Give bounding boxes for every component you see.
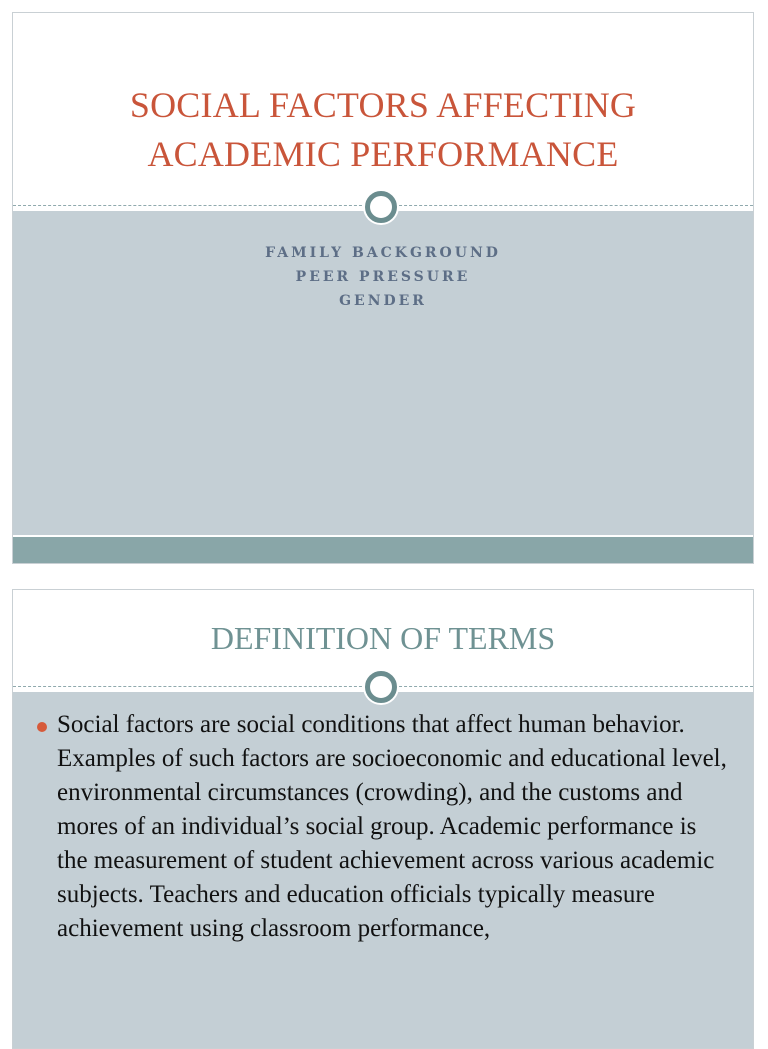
subtitle-item-family-background: FAMILY BACKGROUND	[265, 245, 501, 261]
slide-1-title-line-1: SOCIAL FACTORS AFFECTING	[129, 85, 637, 125]
slide-1-title-area	[13, 13, 753, 205]
slide-1-footer-band	[13, 537, 753, 563]
slide-2-title: DEFINITION OF TERMS	[210, 620, 556, 656]
ring-ornament-icon	[365, 191, 397, 223]
slide-1-subtitle-list	[13, 241, 753, 313]
slide-1-title-line-2: ACADEMIC PERFORMANCE	[147, 134, 619, 174]
subtitle-item-peer-pressure: PEER PRESSURE	[295, 269, 471, 285]
definition-bullet-text: Social factors are social conditions that affect human behavior. Examples of such factors are socioeconomic and educational level, environmental circumstances (crowding), and the customs and mores of an individual’s social group. Academic performance is the measurement of student achievement across various academic subjects. Teachers and education officials typically measure achievement using classroom performance,	[57, 711, 727, 942]
subtitle-item-gender: GENDER	[339, 293, 427, 309]
slide-1-body	[13, 211, 753, 535]
slide-2	[12, 589, 754, 1049]
slide-1-title	[13, 81, 753, 179]
slide-1	[12, 12, 754, 564]
bullet-dot-icon	[37, 722, 47, 732]
ring-ornament-icon	[365, 671, 397, 703]
slide-2-body	[13, 692, 753, 1048]
